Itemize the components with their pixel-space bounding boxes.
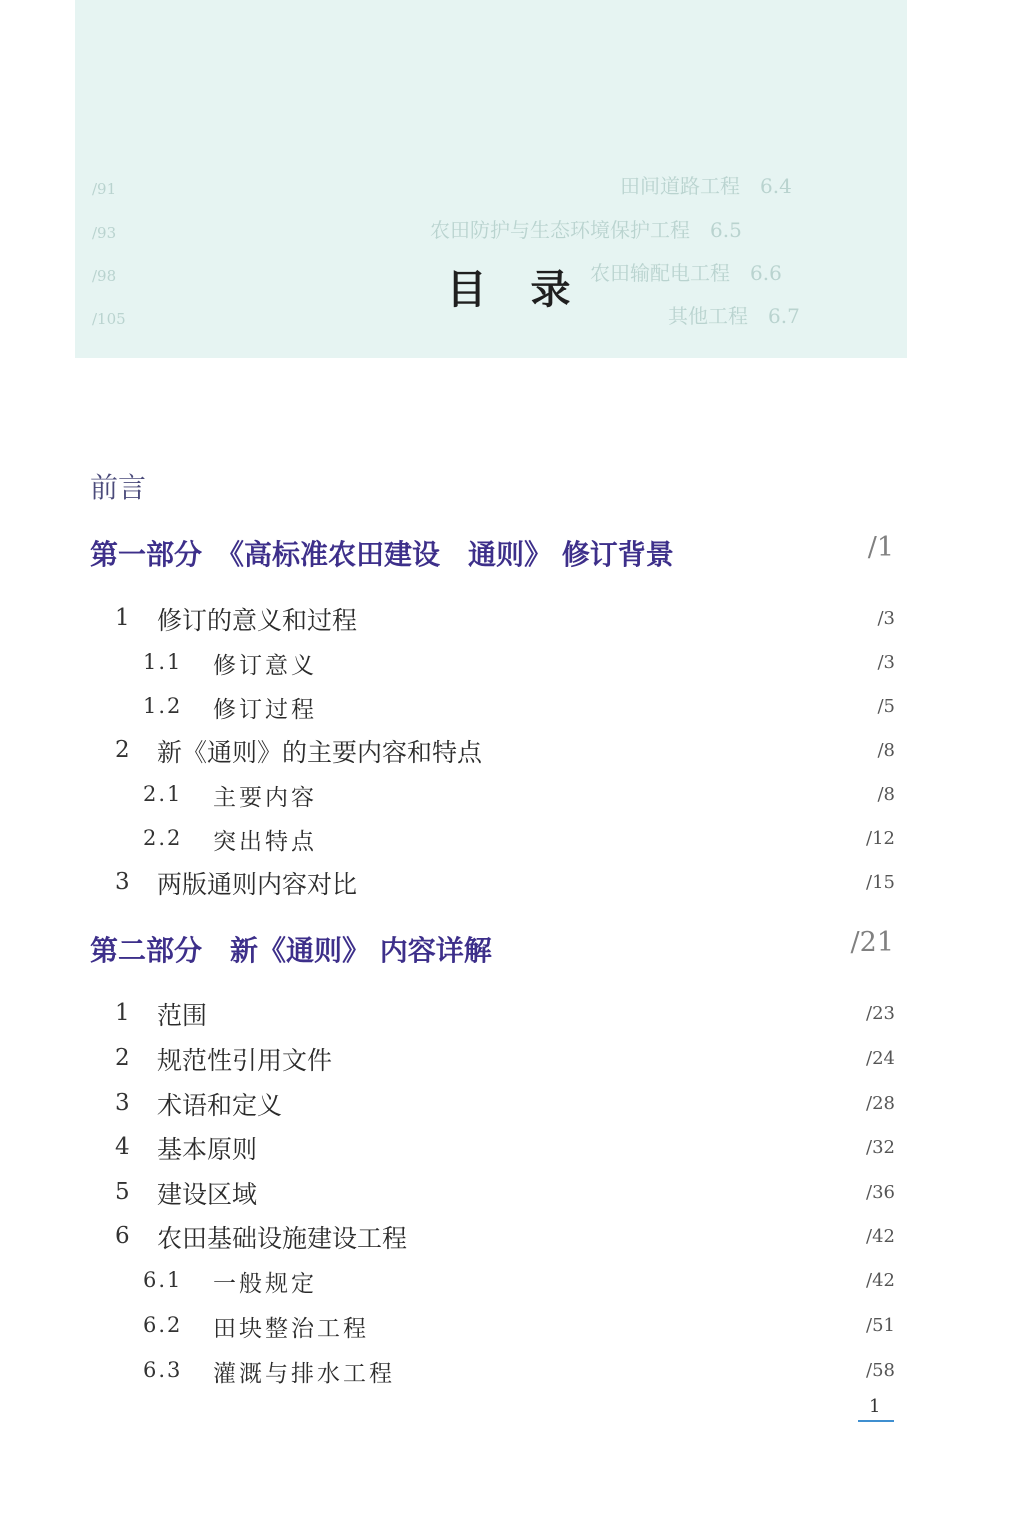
entry-num: 2.2 [143, 826, 183, 850]
entry-label: 突出特点 [213, 829, 317, 855]
entry-page: /42 [866, 1226, 895, 1247]
entry-page: /51 [866, 1315, 895, 1336]
entry-page: /3 [877, 608, 895, 629]
part2-page: /21 [850, 927, 894, 958]
entry-page: /5 [877, 696, 895, 717]
entry-label: 修订意义 [213, 653, 317, 679]
part2-heading[interactable]: 第二部分 新《通则》 内容详解 [90, 934, 492, 967]
toc-entry[interactable] [0, 647, 1017, 687]
entry-num: 3 [115, 1090, 130, 1116]
entry-num: 6.3 [143, 1358, 183, 1382]
entry-label: 建设区域 [157, 1180, 258, 1209]
entry-num: 2.1 [143, 782, 183, 806]
bleed-num: 6.5 [710, 218, 742, 242]
entry-label: 灌溉与排水工程 [213, 1361, 395, 1387]
entry-page: /24 [866, 1048, 895, 1069]
entry-num: 2 [115, 1045, 130, 1071]
toc-entry[interactable] [0, 1355, 1017, 1395]
entry-page: /3 [877, 652, 895, 673]
bleed-line-1 [620, 170, 792, 199]
bleed-page-1: /91 [92, 180, 117, 198]
toc-entry[interactable] [0, 865, 1017, 905]
entry-label: 主要内容 [213, 785, 317, 811]
entry-num: 1.2 [143, 694, 183, 718]
preface-link[interactable]: 前言 [90, 471, 147, 504]
entry-num: 3 [115, 869, 130, 895]
entry-label: 规范性引用文件 [157, 1046, 333, 1075]
entry-num: 1 [115, 1000, 130, 1026]
entry-label: 范围 [157, 1001, 208, 1030]
bleed-page-2: /93 [92, 224, 117, 242]
bleed-line-2 [430, 214, 742, 243]
toc-entry[interactable] [0, 1265, 1017, 1305]
part1-heading[interactable]: 第一部分 《高标准农田建设 通则》 修订背景 [90, 538, 674, 571]
entry-label: 一般规定 [213, 1271, 317, 1297]
bleed-text: 农田防护与生态环境保护工程 [430, 218, 690, 242]
toc-entry[interactable] [0, 996, 1017, 1036]
bleed-text: 农田输配电工程 [590, 261, 730, 285]
bleed-text: 田间道路工程 [620, 174, 740, 198]
entry-label: 术语和定义 [157, 1091, 283, 1120]
page-number: 1 [869, 1396, 881, 1417]
entry-page: /58 [866, 1360, 895, 1381]
toc-entry[interactable] [0, 823, 1017, 863]
entry-label: 田块整治工程 [213, 1316, 369, 1342]
toc-entry[interactable] [0, 1041, 1017, 1081]
entry-num: 1 [115, 605, 130, 631]
entry-page: /23 [866, 1003, 895, 1024]
bleed-text: 其他工程 [668, 304, 748, 328]
entry-label: 新《通则》的主要内容和特点 [157, 738, 483, 767]
bleed-num: 6.6 [750, 261, 782, 285]
entry-page: /32 [866, 1137, 895, 1158]
entry-page: /8 [877, 784, 895, 805]
toc-entry[interactable] [0, 1130, 1017, 1170]
entry-page: /8 [877, 740, 895, 761]
toc-entry[interactable] [0, 601, 1017, 641]
entry-num: 4 [115, 1134, 130, 1160]
toc-entry[interactable] [0, 779, 1017, 819]
toc-entry[interactable] [0, 691, 1017, 731]
entry-label: 修订过程 [213, 697, 317, 723]
toc-entry[interactable] [0, 1219, 1017, 1259]
entry-page: /15 [866, 872, 895, 893]
entry-label: 农田基础设施建设工程 [157, 1224, 408, 1253]
entry-page: /28 [866, 1093, 895, 1114]
toc-entry[interactable] [0, 1175, 1017, 1215]
toc-entry[interactable] [0, 733, 1017, 773]
entry-num: 1.1 [143, 650, 183, 674]
entry-page: /36 [866, 1182, 895, 1203]
entry-page: /12 [866, 828, 895, 849]
part1-page: /1 [867, 532, 894, 563]
bleed-page-4: /105 [92, 310, 126, 328]
entry-num: 6.1 [143, 1268, 183, 1292]
entry-label: 两版通则内容对比 [157, 870, 358, 899]
entry-num: 6 [115, 1223, 130, 1249]
entry-num: 6.2 [143, 1313, 183, 1337]
entry-num: 2 [115, 737, 130, 763]
bleed-page-3: /98 [92, 267, 117, 285]
toc-entry[interactable] [0, 1086, 1017, 1126]
bleed-num: 6.4 [760, 174, 792, 198]
entry-label: 修订的意义和过程 [157, 606, 358, 635]
page-title: 目录 [446, 267, 615, 313]
page-number-rule [858, 1420, 894, 1422]
entry-page: /42 [866, 1270, 895, 1291]
entry-label: 基本原则 [157, 1135, 258, 1164]
bleed-num: 6.7 [768, 304, 800, 328]
toc-entry[interactable] [0, 1310, 1017, 1350]
entry-num: 5 [115, 1179, 130, 1205]
